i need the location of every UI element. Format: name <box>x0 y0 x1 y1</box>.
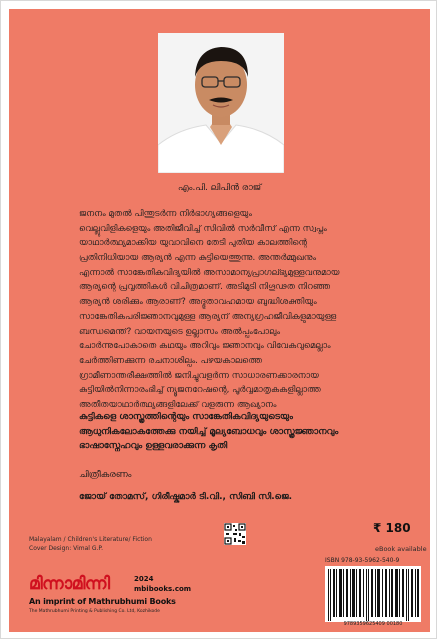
publisher-logo: മിന്നാമിന്നി <box>29 574 110 594</box>
blurb-line: ചോർന്നുപോകാതെ കഥയും അറിവും ജ്ഞാനവും വിവേകവുമെല്ലാം <box>79 341 331 352</box>
barcode-icon <box>325 566 421 622</box>
blurb-line: ആര്യൻ ശരിക്കും ആരാണ്? അദ്ഭുതാവഹമായ ബുദ്ധിശക്തിയും <box>79 297 317 308</box>
blurb-line: ചേർത്തിണക്കുന്ന രചനാശില്പം. പഴയകാലത്തെ <box>79 355 263 366</box>
blurb-line: സാങ്കേതികപരിജ്ഞാനവുമുള്ള ആര്യന് അന്യഗ്രഹജീവികളുമായുള്ള <box>79 311 337 322</box>
blurb-line: ജനനം മുതൽ പിന്തുടർന്ന നിർഭാഗ്യങ്ങളെയും <box>79 209 252 219</box>
tagline-line: ആധുനികലോകത്തേക്കു നയിച്ച് മൂല്യബോധവും ശാസ്ത്രജ്ഞാനവും <box>79 426 339 437</box>
isbn-text: ISBN 978-93-5962-540-9 <box>325 557 400 564</box>
publication-year: 2024 <box>134 575 154 583</box>
ebook-note: eBook available <box>375 545 427 553</box>
blurb-line: വെല്ലുവിളികളെയും അതിജീവിച്ച് സിവിൽ സർവീസ് എന്ന സ്വപ്നം <box>79 223 327 234</box>
illustrator-names: ജോയ് തോമസ്, ഗിരീഷ്കുമാർ ടി.വി., സിബി സി.ജെ. <box>79 492 293 502</box>
blurb-line: ആര്യന്റെ പ്രവൃത്തികൾ വിചിത്രമാണ്. അടിമുടി നിഗൂഢത നിറഞ്ഞ <box>79 282 331 293</box>
blurb-text <box>79 207 369 413</box>
blurb-line: എന്നാൽ സാങ്കേതികവിദ്യയിൽ അസാമാന്യപ്രാഗല്ഭ്യമുള്ളവനുമായ <box>79 267 340 278</box>
barcode-digits: 9789359625409 00180 <box>343 621 403 627</box>
blurb-line: കുട്ടിയിൽനിന്നാരംഭിച്ച് ന്യൂജനറേഷന്റെ, പൂർവ്വമാതൃകകളില്ലാത്ത <box>79 385 321 396</box>
illustration-label: ചിത്രീകരണം <box>79 470 132 480</box>
blurb-line: യാഥാർത്ഥ്യമാക്കിയ യുവാവിനെ തേടി പുതിയ കാലത്തിന്റെ <box>79 238 308 249</box>
blurb-line: പ്രതിനിധിയായ ആര്യൻ എന്ന കുട്ടിയെത്തുന്നു. അന്തർമ്മുഖനും <box>79 253 317 264</box>
cover-panel <box>9 9 430 632</box>
publisher-website: mbibooks.com <box>134 585 192 593</box>
book-info <box>29 535 152 553</box>
publisher-name: The Mathrubhumi Printing & Publishing Co. Ltd, Kozhikode <box>29 609 160 614</box>
tagline-text <box>79 410 379 454</box>
blurb-line: ബന്ധമെന്ത്? വായനയുടെ ഉല്ലാസം അൽപ്പംപോലും <box>79 326 281 337</box>
tagline-line: കുട്ടികളെ ശാസ്ത്രത്തിന്റെയും സാങ്കേതികവിദ്യയുടെയും <box>79 412 293 422</box>
blurb-line: ഗ്രാമീണാന്തരീക്ഷത്തിൽ ജനിച്ചുവളർന്ന സാധാരണക്കാരനായ <box>79 370 319 381</box>
author-photo <box>158 33 284 173</box>
imprint-line: An imprint of Mathrubhumi Books <box>29 597 176 606</box>
author-name: എം.പി. ലിപിൻ രാജ് <box>177 183 262 193</box>
blurb-line: അതീതയാഥാർത്ഥ്യങ്ങളിലേക്ക് വളരുന്ന ആഖ്യാനം <box>79 399 277 410</box>
category-text: Malayalam / Children's Literature/ Fiction <box>29 536 152 543</box>
price: ₹ 180 <box>373 521 411 535</box>
tagline-line: ഭാഷാസ്നേഹവും ഉള്ളവരാക്കുന്ന കൃതി <box>79 441 228 451</box>
cover-design-credit: Cover Design: Vimal G.P. <box>29 545 104 552</box>
qr-code-icon <box>224 523 246 545</box>
